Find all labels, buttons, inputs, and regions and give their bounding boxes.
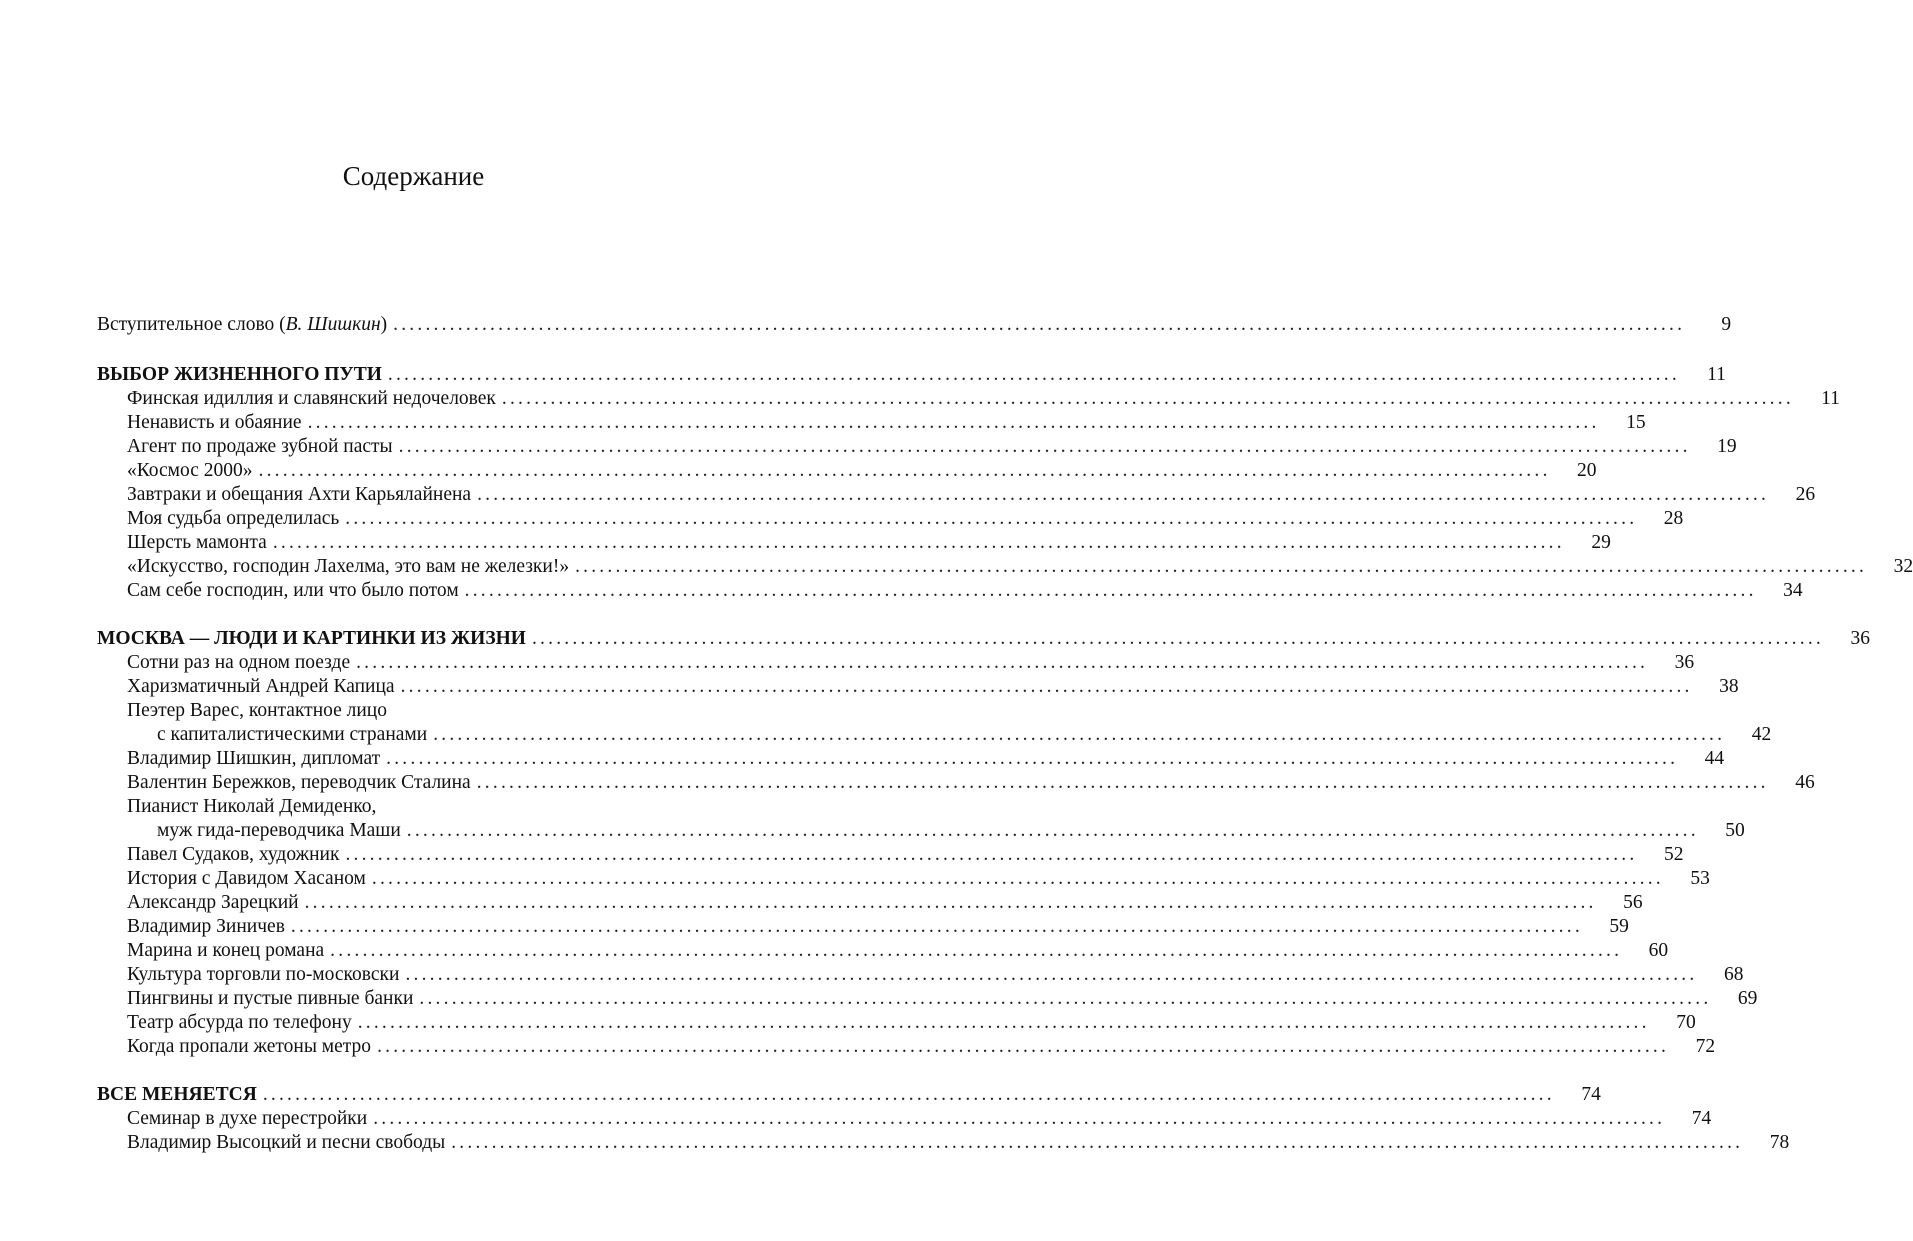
toc-entry[interactable]	[97, 579, 1803, 603]
dot-leader: ................................................................................................................................................................	[357, 1012, 1650, 1033]
toc-page-number: 70	[1676, 1012, 1696, 1033]
dot-leader: ................................................................................................................................................................	[304, 892, 1597, 913]
toc-page-number: 52	[1663, 844, 1684, 865]
toc-entry[interactable]	[97, 1131, 1790, 1155]
toc-entry-label: Моя судьба определилась	[127, 508, 340, 529]
toc-page-number: 38	[1719, 676, 1739, 697]
dot-leader: ................................................................................................................................................................	[393, 314, 1686, 335]
toc-entry[interactable]	[97, 1107, 1712, 1131]
dot-leader: ................................................................................................................................................................	[419, 988, 1712, 1009]
toc-entry[interactable]	[97, 411, 1646, 435]
dot-leader: ................................................................................................................................................................	[575, 556, 1868, 577]
toc-page-number: 72	[1695, 1036, 1716, 1057]
toc-page-number: 36	[1850, 628, 1870, 649]
toc-entry[interactable]	[97, 435, 1737, 459]
toc-page-number: 50	[1725, 820, 1745, 841]
toc-section-heading-label: ВСЕ МЕНЯЕТСЯ	[97, 1084, 257, 1105]
toc-page-number: 19	[1717, 436, 1737, 457]
toc-entry-label: Пианист Николай Демиденко,	[127, 796, 377, 817]
dot-leader: ................................................................................................................................................................	[451, 1132, 1744, 1153]
dot-leader: ................................................................................................................................................................	[373, 1108, 1666, 1129]
toc-entry[interactable]	[97, 699, 730, 723]
dot-leader: ................................................................................................................................................................	[307, 412, 1600, 433]
toc-page-number: 32	[1893, 556, 1913, 577]
toc-entry[interactable]	[97, 555, 1913, 579]
toc-entry[interactable]	[97, 1011, 1696, 1035]
toc-entry[interactable]	[97, 963, 1744, 987]
toc-entry-label: Сам себе господин, или что было потом	[127, 580, 459, 601]
toc-entry-label: Семинар в духе перестройки	[127, 1108, 368, 1129]
toc-entry[interactable]	[97, 651, 1695, 675]
toc-entry-label: Театр абсурда по телефону	[127, 1012, 352, 1033]
toc-entry[interactable]	[97, 891, 1643, 915]
toc-entry-label: «Искусство, господин Лахелма, это вам не железки!»	[127, 556, 570, 577]
dot-leader: ................................................................................................................................................................	[345, 508, 1638, 529]
dot-leader: ................................................................................................................................................................	[464, 580, 1757, 601]
intro-author: В. Шишкин	[285, 314, 381, 335]
toc-entry-label: Сотни раз на одном поезде	[127, 652, 351, 673]
toc-entry-label: Владимир Зиничев	[127, 916, 285, 937]
dot-leader: ................................................................................................................................................................	[258, 460, 1551, 481]
toc-entry-label: Павел Судаков, художник	[127, 844, 340, 865]
toc-entry-label: «Космос 2000»	[127, 460, 253, 481]
toc-section-heading[interactable]	[97, 1083, 1601, 1107]
toc-section-heading-label: МОСКВА — ЛЮДИ И КАРТИНКИ ИЗ ЖИЗНИ	[97, 628, 526, 649]
dot-leader: ................................................................................................................................................................	[356, 652, 1649, 673]
toc-entry[interactable]	[97, 915, 1629, 939]
toc-entry[interactable]	[97, 843, 1684, 867]
toc-entry[interactable]	[97, 459, 1597, 483]
toc-entry-label: Марина и конец романа	[127, 940, 325, 961]
dot-leader: ................................................................................................................................................................	[531, 628, 1824, 649]
section-spacer	[97, 339, 730, 363]
dot-leader: ................................................................................................................................................................	[400, 676, 1693, 697]
dot-leader: ................................................................................................................................................................	[398, 436, 1691, 457]
toc-page-number: 11	[1707, 364, 1726, 385]
toc-entry[interactable]	[97, 1035, 1716, 1059]
toc-entry-label: Владимир Шишкин, дипломат	[127, 748, 381, 769]
toc-page-number: 74	[1581, 1084, 1601, 1105]
toc-page-number: 59	[1609, 916, 1629, 937]
toc-intro-entry[interactable]	[97, 313, 1732, 339]
toc-page-number: 28	[1663, 508, 1684, 529]
dot-leader: ................................................................................................................................................................	[377, 1036, 1670, 1057]
toc-sections	[97, 339, 1913, 1155]
section-spacer	[97, 1059, 730, 1083]
dot-leader: ................................................................................................................................................................	[406, 820, 1699, 841]
toc-entry[interactable]	[97, 531, 1611, 555]
toc-page-number: 9	[1721, 314, 1732, 335]
toc-section-heading-label: ВЫБОР ЖИЗНЕННОГО ПУТИ	[97, 364, 382, 385]
toc-page-number: 53	[1690, 868, 1710, 889]
toc-entry-label: муж гида-переводчика Маши	[157, 820, 401, 841]
toc-section-heading[interactable]	[97, 627, 1870, 651]
toc-entry-label: Ненависть и обаяние	[127, 412, 302, 433]
toc-entry[interactable]	[97, 723, 1772, 747]
page-title: Содержание	[342, 161, 485, 191]
toc-entry-label: Харизматичный Андрей Капица	[127, 676, 395, 697]
toc-page-number: 34	[1783, 580, 1803, 601]
dot-leader: ................................................................................................................................................................	[330, 940, 1623, 961]
toc-entry-label: Пингвины и пустые пивные банки	[127, 988, 414, 1009]
dot-leader: ................................................................................................................................................................	[262, 1084, 1555, 1105]
toc-entry[interactable]	[97, 795, 730, 819]
toc-page-number: 74	[1691, 1108, 1712, 1129]
toc-entry-label: Финская идиллия и славянский недочеловек	[127, 388, 496, 409]
toc-entry[interactable]	[97, 771, 1815, 795]
table-of-contents	[97, 313, 1913, 1155]
toc-entry[interactable]	[97, 675, 1739, 699]
toc-intro-label: Вступительное слово (В. Шишкин)	[97, 314, 388, 335]
toc-page-number: 20	[1577, 460, 1597, 481]
toc-section-heading[interactable]	[97, 363, 1726, 387]
toc-entry-label: Владимир Высоцкий и песни свободы	[127, 1132, 446, 1153]
dot-leader: ................................................................................................................................................................	[290, 916, 1583, 937]
toc-entry-label: Шерсть мамонта	[127, 532, 267, 553]
toc-entry-label: Агент по продаже зубной пасты	[127, 436, 393, 457]
dot-leader: ................................................................................................................................................................	[433, 724, 1726, 745]
toc-page-number: 78	[1769, 1132, 1790, 1153]
dot-leader: ................................................................................................................................................................	[387, 364, 1680, 385]
toc-page-number: 44	[1704, 748, 1725, 769]
dot-leader: ................................................................................................................................................................	[476, 772, 1769, 793]
toc-entry-label: с капиталистическими странами	[157, 724, 428, 745]
toc-page-number: 36	[1674, 652, 1695, 673]
toc-entry[interactable]	[97, 867, 1710, 891]
toc-page-number: 46	[1795, 772, 1815, 793]
dot-leader: ................................................................................................................................................................	[477, 484, 1770, 505]
toc-page-number: 60	[1648, 940, 1669, 961]
toc-page-number: 29	[1591, 532, 1611, 553]
toc-entry[interactable]	[97, 987, 1758, 1011]
toc-entry-label: Пеэтер Варес, контактное лицо	[127, 700, 387, 721]
toc-entry[interactable]	[97, 387, 1840, 411]
toc-entry-label: Валентин Бережков, переводчик Сталина	[127, 772, 471, 793]
toc-entry[interactable]	[97, 747, 1725, 771]
dot-leader: ................................................................................................................................................................	[405, 964, 1698, 985]
toc-entry[interactable]	[97, 507, 1684, 531]
dot-leader: ................................................................................................................................................................	[272, 532, 1565, 553]
dot-leader: ................................................................................................................................................................	[386, 748, 1679, 769]
toc-entry[interactable]	[97, 483, 1816, 507]
dot-leader: ................................................................................................................................................................	[371, 868, 1664, 889]
toc-entry-label: Когда пропали жетоны метро	[127, 1036, 372, 1057]
toc-page-number: 11	[1821, 388, 1840, 409]
toc-entry[interactable]	[97, 819, 1745, 843]
toc-entry-label: Завтраки и обещания Ахти Карьялайнена	[127, 484, 472, 505]
toc-page-number: 69	[1737, 988, 1758, 1009]
toc-page-number: 26	[1795, 484, 1816, 505]
toc-entry-label: История с Давидом Хасаном	[127, 868, 366, 889]
toc-page-number: 15	[1626, 412, 1646, 433]
toc-entry[interactable]	[97, 939, 1669, 963]
toc-entry-label: Культура торговли по-московски	[127, 964, 400, 985]
toc-page-number: 68	[1723, 964, 1744, 985]
dot-leader: ................................................................................................................................................................	[345, 844, 1638, 865]
toc-page-number: 56	[1623, 892, 1643, 913]
section-spacer	[97, 603, 730, 627]
dot-leader: ................................................................................................................................................................	[501, 388, 1794, 409]
toc-entry-label: Александр Зарецкий	[127, 892, 299, 913]
toc-page-number: 42	[1751, 724, 1772, 745]
